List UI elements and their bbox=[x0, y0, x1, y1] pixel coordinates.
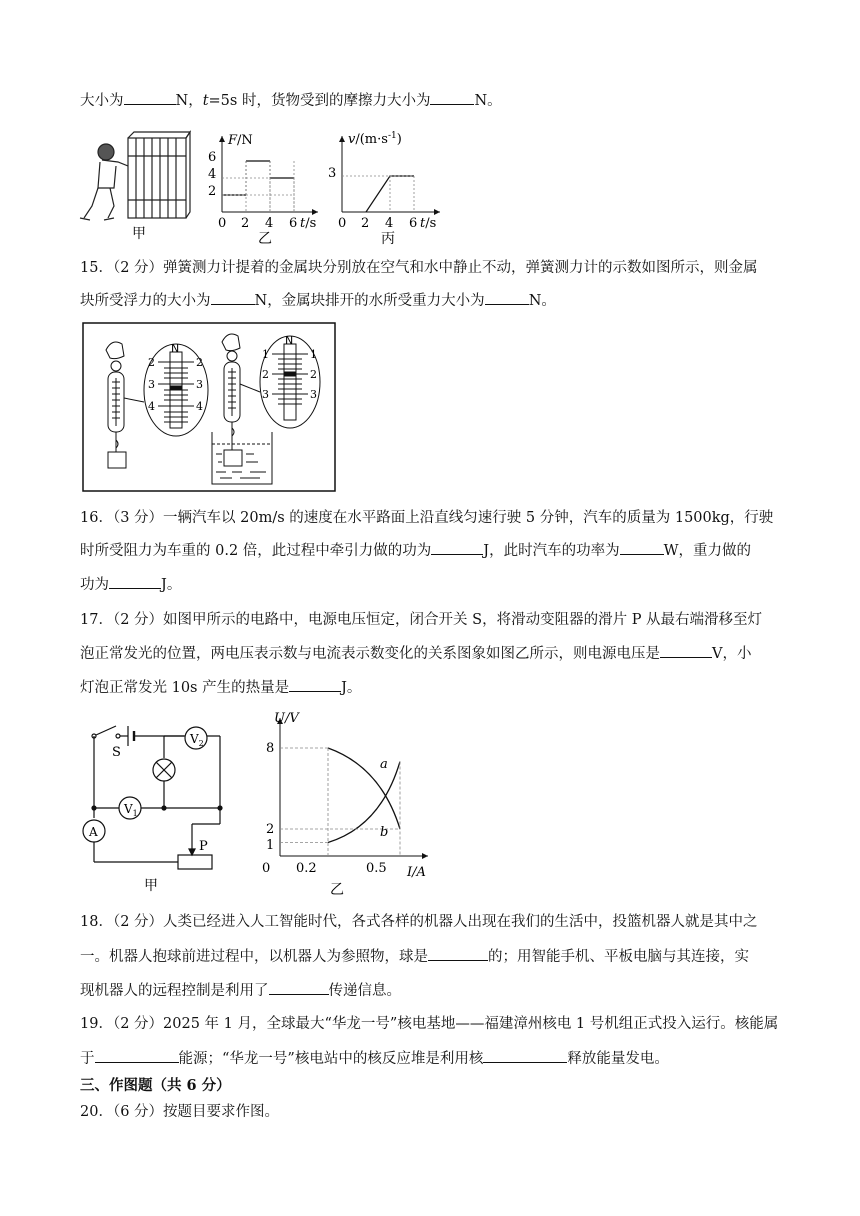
q16-text: W，重力做的 bbox=[663, 543, 751, 559]
fig-label-yi-17: 乙 bbox=[330, 882, 344, 898]
ui-y-label: U/V bbox=[274, 711, 299, 726]
f-x-tick-4: 4 bbox=[265, 216, 274, 231]
f-t-graph bbox=[208, 133, 318, 231]
scale2-tick-3-right: 3 bbox=[310, 388, 317, 401]
v-x-tick-4: 4 bbox=[385, 216, 394, 231]
q14-text: N。 bbox=[474, 93, 502, 109]
svg-text:t/s bbox=[300, 216, 316, 231]
v-axis-label-exp: -1 bbox=[387, 131, 397, 141]
person-pushing-crate-illustration bbox=[80, 132, 190, 220]
q14-text: 大小为 bbox=[80, 93, 124, 109]
scale1-tick-4-left: 4 bbox=[148, 400, 155, 413]
q15-blank-1[interactable] bbox=[211, 290, 255, 305]
v-x-label-var: t bbox=[420, 216, 426, 231]
scale1-tick-3-left: 3 bbox=[148, 378, 155, 391]
scale2-tick-1-left: 1 bbox=[262, 348, 269, 361]
f-x-tick-2: 2 bbox=[241, 216, 250, 231]
q16-line-1 bbox=[80, 508, 773, 528]
q16-line-2 bbox=[80, 540, 751, 561]
scale2-tick-2-left: 2 bbox=[262, 368, 269, 381]
v-y-tick-3: 3 bbox=[328, 166, 337, 181]
q14-blank-2[interactable] bbox=[430, 90, 474, 105]
q16-text: 一辆汽车以 20m/s 的速度在水平路面上沿直线匀速行驶 5 分钟，汽车的质量为 1500kg，行驶 bbox=[163, 510, 774, 526]
q18-number: 18． bbox=[80, 914, 113, 930]
f-x-label-var: t bbox=[300, 216, 306, 231]
scale-unit-n-right: N bbox=[285, 334, 294, 347]
q18-line-1 bbox=[80, 912, 758, 932]
v-x-label-unit: /s bbox=[425, 216, 437, 231]
v-t-graph bbox=[328, 131, 440, 231]
q17-circuit-diagram bbox=[78, 718, 248, 898]
q17-blank-1[interactable] bbox=[660, 643, 712, 658]
ui-origin: 0 bbox=[262, 861, 271, 876]
spring-scale-in-air-illustration bbox=[106, 342, 208, 468]
q17-text: J。 bbox=[341, 680, 362, 696]
curve-label-b: b bbox=[380, 825, 389, 840]
q15-text: N，金属块排开的水所受重力大小为 bbox=[254, 293, 485, 309]
q20-score: （6 分） bbox=[112, 1104, 164, 1120]
q16-text: J，此时汽车的功率为 bbox=[483, 543, 620, 559]
q20-text: 按题目要求作图。 bbox=[163, 1104, 280, 1120]
section-title: 三、作图题（共 6 分） bbox=[80, 1077, 231, 1094]
scale1-tick-2-left: 2 bbox=[148, 356, 155, 369]
q19-text: 释放能量发电。 bbox=[567, 1051, 669, 1067]
v-axis-label-close: ) bbox=[396, 132, 402, 147]
q16-blank-2[interactable] bbox=[620, 540, 664, 555]
q16-score: （3 分） bbox=[112, 510, 164, 526]
q16-blank-1[interactable] bbox=[431, 540, 483, 555]
q15-text: N。 bbox=[528, 293, 556, 309]
q17-number: 17． bbox=[80, 612, 113, 628]
fig-label-jia-17: 甲 bbox=[144, 878, 158, 894]
v2-label: V bbox=[190, 732, 199, 746]
f-y-tick-2: 2 bbox=[208, 184, 217, 199]
scale1-tick-3-right: 3 bbox=[196, 378, 203, 391]
fig-label-yi: 乙 bbox=[258, 231, 272, 246]
q20-number: 20． bbox=[80, 1104, 113, 1120]
q17-blank-2[interactable] bbox=[289, 677, 341, 692]
q16-text: 时所受阻力为车重的 0.2 倍，此过程中牵引力做的功为 bbox=[80, 543, 432, 559]
q19-text: 2025 年 1 月，全球最大“华龙一号”核电基地——福建漳州核电 1 号机组正式投入运行。核能属 bbox=[163, 1016, 779, 1032]
fig-label-bing: 丙 bbox=[381, 231, 395, 246]
q17-score: （2 分） bbox=[112, 612, 164, 628]
q14-text: N， bbox=[175, 93, 203, 109]
q20-line bbox=[80, 1102, 279, 1122]
q14-figures bbox=[78, 126, 458, 246]
scale-unit-n-left: N bbox=[171, 342, 180, 355]
q16-text: J。 bbox=[161, 577, 182, 593]
q16-number: 16． bbox=[80, 510, 113, 526]
q18-text: 现机器人的远程控制是利用了 bbox=[80, 983, 269, 999]
v-x-tick-2: 2 bbox=[361, 216, 370, 231]
rheostat bbox=[178, 855, 212, 869]
f-x-tick-6: 6 bbox=[289, 216, 298, 231]
scale1-tick-2-right: 2 bbox=[196, 356, 203, 369]
scale2-tick-3-left: 3 bbox=[262, 388, 269, 401]
q14-text: =5s 时，货物受到的摩擦力大小为 bbox=[208, 93, 431, 109]
ui-x-tick-0-5: 0.5 bbox=[366, 861, 387, 876]
svg-text:t/s bbox=[420, 216, 436, 231]
v1-label-sub: 1 bbox=[132, 809, 138, 818]
curve-label-a: a bbox=[380, 757, 388, 772]
v-axis-label-var: v bbox=[348, 132, 356, 147]
q16-line-3 bbox=[80, 574, 181, 595]
q17-text: 如图甲所示的电路中，电源电压恒定，闭合开关 S，将滑动变阻器的滑片 P 从最右端滑移至灯 bbox=[163, 612, 763, 628]
q19-blank-1[interactable] bbox=[95, 1048, 179, 1063]
q17-u-i-graph bbox=[250, 706, 440, 902]
ui-y-tick-8: 8 bbox=[266, 741, 275, 756]
v1-label: V bbox=[124, 802, 133, 816]
q18-text: 的；用智能手机、平板电脑与其连接，实 bbox=[488, 949, 749, 965]
q18-text: 人类已经进入人工智能时代，各式各样的机器人出现在我们的生活中，投篮机器人就是其中之 bbox=[163, 914, 758, 930]
f-y-tick-4: 4 bbox=[208, 167, 217, 182]
q19-line-1 bbox=[80, 1014, 778, 1034]
ui-y-tick-2: 2 bbox=[266, 822, 275, 837]
switch-s bbox=[96, 726, 116, 735]
f-y-tick-6: 6 bbox=[208, 150, 217, 165]
switch-label-s: S bbox=[112, 745, 121, 760]
scale2-tick-1-right: 1 bbox=[310, 348, 317, 361]
slider-label-p: P bbox=[199, 839, 208, 854]
q15-spring-scale-figure bbox=[82, 322, 338, 494]
q16-text: 功为 bbox=[80, 577, 109, 593]
q15-line-2 bbox=[80, 290, 556, 311]
q17-text: V，小 bbox=[712, 646, 752, 662]
fig-label-jia: 甲 bbox=[132, 226, 146, 242]
q18-blank-2[interactable] bbox=[269, 980, 329, 995]
q17-line-3 bbox=[80, 677, 361, 698]
v-x-tick-0: 0 bbox=[338, 216, 347, 231]
ui-x-tick-0-2: 0.2 bbox=[296, 861, 317, 876]
q18-line-3 bbox=[80, 980, 401, 1001]
q19-blank-2[interactable] bbox=[483, 1048, 567, 1063]
q18-score: （2 分） bbox=[112, 914, 164, 930]
q15-line-1 bbox=[80, 258, 758, 278]
v-axis-label-unit: /(m·s bbox=[355, 132, 388, 147]
f-axis-label-var: F bbox=[228, 133, 238, 148]
q14-blank-1[interactable] bbox=[124, 90, 176, 105]
q15-number: 15． bbox=[80, 260, 113, 276]
q18-text: 一。机器人抱球前进过程中，以机器人为参照物，球是 bbox=[80, 949, 428, 965]
q15-blank-2[interactable] bbox=[485, 290, 529, 305]
q17-text: 灯泡正常发光 10s 产生的热量是 bbox=[80, 680, 290, 696]
f-x-tick-0: 0 bbox=[218, 216, 227, 231]
q19-text: 于 bbox=[80, 1051, 95, 1067]
f-axis-label-unit: /N bbox=[237, 133, 253, 148]
q14-var-t: t bbox=[202, 93, 209, 109]
q19-number: 19． bbox=[80, 1016, 113, 1032]
q15-text: 弹簧测力计提着的金属块分别放在空气和水中静止不动，弹簧测力计的示数如图所示，则金属 bbox=[163, 260, 758, 276]
q19-score: （2 分） bbox=[112, 1016, 164, 1032]
q15-score: （2 分） bbox=[112, 260, 164, 276]
q19-line-2 bbox=[80, 1048, 669, 1069]
q18-text: 传递信息。 bbox=[328, 983, 401, 999]
ui-x-label: I/A bbox=[407, 865, 426, 880]
scale1-tick-4-right: 4 bbox=[196, 400, 203, 413]
q18-blank-1[interactable] bbox=[428, 946, 488, 961]
ui-y-tick-1: 1 bbox=[266, 838, 275, 853]
svg-text:v/(m·s-1) bbox=[348, 131, 402, 147]
svg-text:F/N bbox=[227, 133, 253, 148]
q17-line-2 bbox=[80, 643, 751, 664]
q18-line-2 bbox=[80, 946, 749, 967]
v2-label-sub: 2 bbox=[198, 739, 204, 748]
q19-text: 能源；“华龙一号”核电站中的核反应堆是利用核 bbox=[178, 1051, 484, 1067]
q17-text: 泡正常发光的位置，两电压表示数与电流表示数变化的关系图象如图乙所示，则电源电压是 bbox=[80, 646, 660, 662]
v-x-tick-6: 6 bbox=[409, 216, 418, 231]
scale2-tick-2-right: 2 bbox=[310, 368, 317, 381]
q17-line-1 bbox=[80, 610, 762, 630]
f-x-label-unit: /s bbox=[305, 216, 317, 231]
ammeter-label: A bbox=[89, 825, 98, 839]
q15-text: 块所受浮力的大小为 bbox=[80, 293, 211, 309]
q16-blank-3[interactable] bbox=[109, 574, 161, 589]
q14-tail-line bbox=[80, 90, 502, 111]
